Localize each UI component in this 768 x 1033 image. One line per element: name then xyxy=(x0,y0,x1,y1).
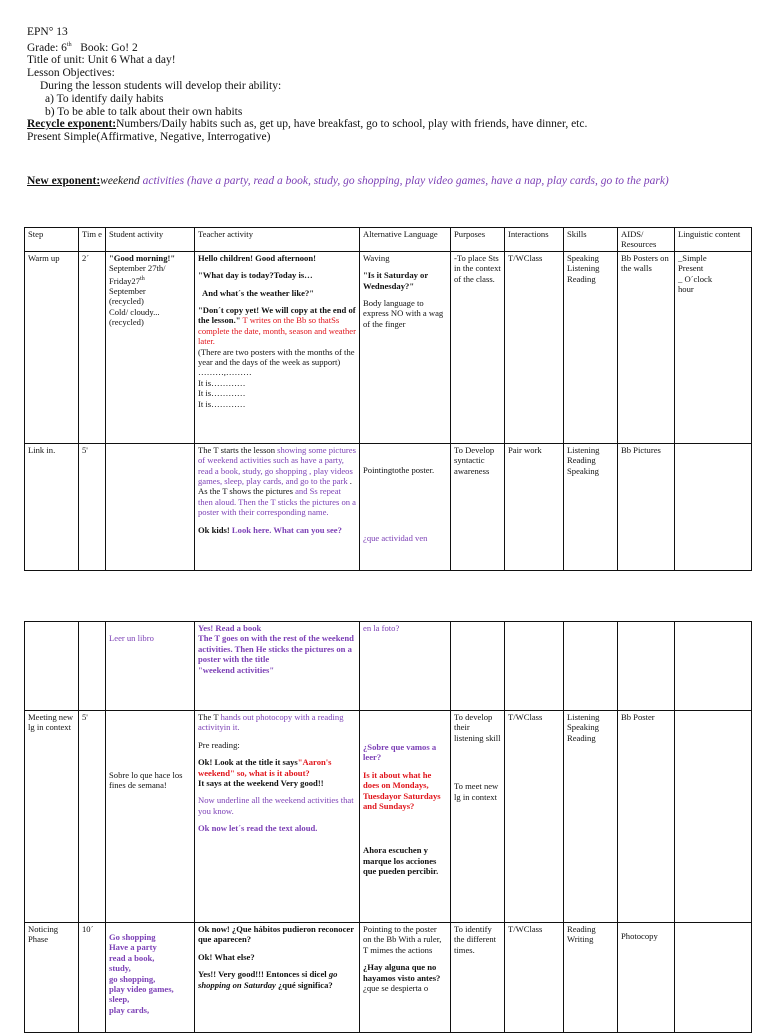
teacher-line: . As the T shows the pictures xyxy=(198,476,352,497)
teacher-line: ………,……… xyxy=(198,367,252,378)
time-cell xyxy=(79,622,106,711)
teacher-line: ¿qué significa? xyxy=(275,979,333,990)
header-alt: Alternative Language xyxy=(360,228,451,252)
student-cell xyxy=(106,711,195,923)
skill: Listening xyxy=(567,712,600,722)
student-cell xyxy=(106,251,195,443)
ling-cell xyxy=(675,251,752,443)
teacher-line: It is………… xyxy=(198,377,246,388)
student-line: September 27th/ xyxy=(109,263,166,274)
table-row xyxy=(25,923,752,1033)
header-aids: AIDS/ Resources xyxy=(618,228,675,252)
skill: Speaking xyxy=(567,252,599,263)
skill: Speaking xyxy=(567,465,599,476)
table-row xyxy=(25,711,752,923)
objectives-title: Lesson Objectives: xyxy=(27,67,115,80)
student-line: read a book, xyxy=(109,952,155,963)
teacher-line: The T goes on with the rest of the weekend activities. Then He sticks the pictures on a poster with the title xyxy=(198,633,354,665)
purpose-cell: To identify the different times. xyxy=(451,923,505,1033)
interaction-cell: Pair work xyxy=(505,443,564,570)
header-step: Step xyxy=(25,228,79,252)
teacher-line: (There are two posters with the months of the year and the days of the week as support) xyxy=(198,346,355,368)
header-purposes: Purposes xyxy=(451,228,505,252)
student-line: Friday27 xyxy=(109,275,141,286)
teacher-line-red: "Aaron's weekend" so, what is it about? xyxy=(198,757,332,778)
header-row xyxy=(25,228,752,252)
teacher-line: "What day is today?Today is… xyxy=(198,270,313,281)
skills-cell xyxy=(564,251,618,443)
grade-sup: th xyxy=(66,41,72,48)
student-cell xyxy=(106,923,195,1033)
ling-line: Present xyxy=(678,263,704,274)
teacher-line-purple: showing some pictures of weekend activities such as have a party, read a book, study, go shopping , play videos games, sleep, play cards, and go to the park xyxy=(198,444,356,487)
time-cell: 5' xyxy=(79,711,106,923)
header-student: Student activity xyxy=(106,228,195,252)
alt-line: Pointingtothe poster. xyxy=(363,464,435,475)
objective-a: a) To identify daily habits xyxy=(45,92,164,105)
alt-cell xyxy=(360,622,451,711)
header-skills: Skills xyxy=(564,228,618,252)
ling-line: _ O´clock xyxy=(678,273,713,284)
purpose-cell: To Develop syntactic awareness xyxy=(451,443,505,570)
teacher-line: "weekend activities" xyxy=(198,664,275,675)
student-line: (recycled) xyxy=(109,296,144,307)
ling-cell xyxy=(675,923,752,1033)
lesson-plan-table xyxy=(24,227,752,571)
step-cell xyxy=(25,622,79,711)
new-exponent-word: weekend xyxy=(100,175,140,187)
student-line: Sobre lo que hace los fines de semana! xyxy=(109,770,183,791)
student-line: Have a party xyxy=(109,942,157,953)
purpose-cell xyxy=(451,622,505,711)
new-exponent-label: New exponent: xyxy=(27,175,101,187)
teacher-line: Ok! Look at the title it says xyxy=(198,757,298,768)
ling-cell xyxy=(675,443,752,570)
alt-cell xyxy=(360,251,451,443)
alt-line: Pointing to the poster on the Bb With a ruler, T mimes the actions xyxy=(363,924,442,955)
skill: Listening xyxy=(567,444,600,455)
alt-line: Ahora escuchen y marque los acciones que pueden percibir. xyxy=(363,845,439,877)
ling-cell xyxy=(675,622,752,711)
teacher-cell xyxy=(195,923,360,1033)
student-line: "Good morning!" xyxy=(109,252,176,263)
student-cell xyxy=(106,443,195,570)
student-line: play cards, xyxy=(109,1004,150,1015)
skill: Reading xyxy=(567,732,596,743)
teacher-cell xyxy=(195,711,360,923)
skills-cell xyxy=(564,622,618,711)
teacher-cell xyxy=(195,251,360,443)
teacher-line: Hello children! Good afternoon! xyxy=(198,252,317,263)
teacher-line-purple: Now underline all the weekend activities that you know. xyxy=(198,795,354,816)
lesson-header xyxy=(27,26,747,144)
alt-cell xyxy=(360,711,451,923)
student-line: sleep, xyxy=(109,994,130,1005)
step-cell: Meeting new lg in context xyxy=(25,711,79,923)
teacher-line: Yes!! Very good!!! Entonces si dicel xyxy=(198,969,329,980)
student-line: (recycled) xyxy=(109,317,144,328)
alt-line: "Is it Saturday or Wednesday?" xyxy=(363,270,429,291)
aids-cell: Bb Pictures xyxy=(618,443,675,570)
header-teacher: Teacher activity xyxy=(195,228,360,252)
alt-cell xyxy=(360,443,451,570)
teacher-line: The T xyxy=(198,712,221,722)
teacher-line: The T starts the lesson xyxy=(198,444,278,455)
student-line: Cold/ cloudy... xyxy=(109,306,160,317)
new-exponent-text: activities (have a party, read a book, study, go shopping, play video games, have a nap, play cards, go to the park) xyxy=(139,175,669,187)
alt-line: ¿Sobre que vamos a leer? xyxy=(363,742,437,763)
student-line: go shopping, xyxy=(109,973,156,984)
teacher-line: Yes! Read a book xyxy=(198,623,262,633)
student-line: Leer un libro xyxy=(109,633,154,643)
alt-line: ¿que actividad ven xyxy=(363,533,428,544)
alt-line: Body language to express NO with a wag of the finger xyxy=(363,298,444,329)
teacher-cell xyxy=(195,622,360,711)
student-line: Go shopping xyxy=(109,932,156,942)
teacher-line: It says at the weekend Very good!! xyxy=(198,778,324,789)
teacher-line: Ok now! ¿Que hábitos pudieron reconocer que aparecen? xyxy=(198,924,354,945)
teacher-line-purple: hands out photocopy with a reading activityin it. xyxy=(198,712,344,733)
time-cell: 10´ xyxy=(79,923,106,1033)
unit-title: Title of unit: Unit 6 What a day! xyxy=(27,54,176,67)
alt-line: en la foto? xyxy=(363,623,400,633)
recycle-text: Numbers/Daily habits such as, get up, have breakfast, go to school, play with friends, have dinner, etc. xyxy=(116,118,588,131)
header-time: Tim e xyxy=(79,228,106,252)
book: Book: Go! 2 xyxy=(80,41,138,54)
alt-line: Is it about what he does on Mondays, Tuesdayor Saturdays and Sundays? xyxy=(363,769,441,812)
student-sup: th xyxy=(140,275,145,282)
time-cell: 2´ xyxy=(79,251,106,443)
skill: Writing xyxy=(567,934,594,945)
purpose-line: To develop their listening skill xyxy=(454,712,501,743)
table-row xyxy=(25,251,752,443)
teacher-line: Ok kids! xyxy=(198,524,232,535)
present-simple: Present Simple(Affirmative, Negative, Interrogative) xyxy=(27,131,271,144)
skill: Speaking xyxy=(567,722,599,733)
lesson-plan-table-continued xyxy=(24,621,752,1033)
teacher-line: "Don´t copy yet! We will copy at the end of the lesson." xyxy=(198,305,356,326)
teacher-line-red: T writes on the Bb so thatSs complete the date, month, season and weather later. xyxy=(198,315,356,347)
teacher-line: And what´s the weather like?" xyxy=(202,287,315,298)
grade: Grade: 6 xyxy=(27,41,67,54)
student-line: September xyxy=(109,285,146,296)
ling-cell xyxy=(675,711,752,923)
objective-b: b) To be able to talk about their own habits xyxy=(45,105,243,118)
alt-line: ¿que se despierta o xyxy=(363,983,429,994)
purpose-cell xyxy=(451,711,505,923)
purpose-line: To meet new lg in context xyxy=(454,781,499,802)
table-row xyxy=(25,622,752,711)
header-ling: Linguistic content xyxy=(675,228,752,252)
recycle-line xyxy=(27,118,747,131)
time-cell: 5' xyxy=(79,443,106,570)
aids-cell: Bb Poster xyxy=(618,711,675,923)
teacher-line: Pre reading: xyxy=(198,739,240,750)
interaction-cell: T/WClass xyxy=(505,711,564,923)
teacher-line-italic: go shopping on Saturday xyxy=(198,969,338,990)
header-interactions: Interactions xyxy=(505,228,564,252)
aids-line: Photocopy xyxy=(621,931,658,941)
table-row xyxy=(25,443,752,570)
epn-number: EPN° 13 xyxy=(27,26,68,38)
grade-book-line xyxy=(27,39,747,55)
skill: Reading xyxy=(567,273,596,284)
step-cell: Noticing Phase xyxy=(25,923,79,1033)
aids-cell: Bb Posters on the walls xyxy=(618,251,675,443)
purpose-cell: -To place Sts in the context of the class. xyxy=(451,251,505,443)
teacher-line-purple: Ok now let´s read the text aloud. xyxy=(198,823,318,834)
student-line: play video games, xyxy=(109,984,174,995)
skill: Listening xyxy=(567,263,600,274)
interaction-cell xyxy=(505,622,564,711)
teacher-line: It is………… xyxy=(198,398,246,409)
objectives-intro: During the lesson students will develop their ability: xyxy=(40,80,282,93)
interaction-cell: T/WClass xyxy=(505,923,564,1033)
new-exponent xyxy=(27,175,669,187)
step-cell: Warm up xyxy=(25,251,79,443)
student-cell xyxy=(106,622,195,711)
skill: Reading xyxy=(567,455,596,466)
teacher-line: It is………… xyxy=(198,388,246,399)
aids-cell xyxy=(618,622,675,711)
teacher-line-purple: and Ss repeat then aloud. Then the T sticks the pictures on a poster with their corresponding name. xyxy=(198,486,356,518)
alt-cell xyxy=(360,923,451,1033)
skills-cell xyxy=(564,923,618,1033)
skills-cell xyxy=(564,443,618,570)
step-cell: Link in. xyxy=(25,443,79,570)
teacher-line: Ok! What else? xyxy=(198,951,255,962)
alt-line: Waving xyxy=(363,252,390,263)
ling-line: _Simple xyxy=(678,252,707,263)
student-line: study, xyxy=(109,963,131,974)
alt-line: ¿Hay alguna que no hayamos visto antes? xyxy=(363,962,441,983)
teacher-line-purple: Look here. What can you see? xyxy=(231,524,342,535)
skill: Reading xyxy=(567,924,596,934)
recycle-label: Recycle exponent: xyxy=(27,118,117,131)
interaction-cell: T/WClass xyxy=(505,251,564,443)
aids-cell xyxy=(618,923,675,1033)
ling-line: hour xyxy=(678,284,694,295)
teacher-cell xyxy=(195,443,360,570)
skills-cell xyxy=(564,711,618,923)
